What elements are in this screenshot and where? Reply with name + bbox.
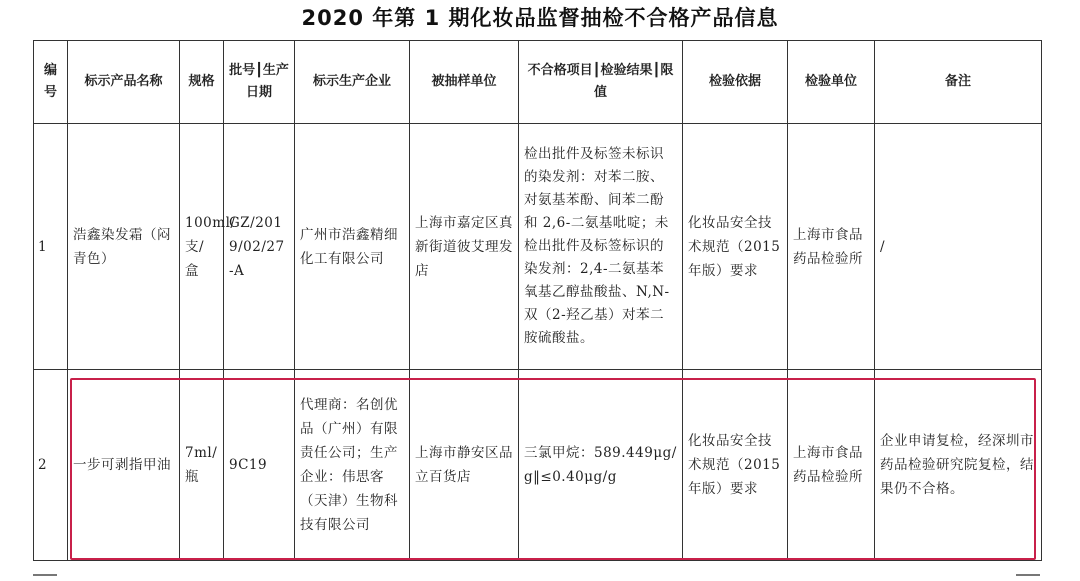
cell-sampled-unit: 上海市静安区品立百货店 — [410, 370, 519, 561]
footer-rule-left — [33, 574, 57, 576]
cell-lab: 上海市食品药品检验所 — [788, 124, 875, 370]
header-basis: 检验依据 — [683, 41, 788, 124]
cell-remark: / — [875, 124, 1042, 370]
table-row — [34, 124, 1042, 370]
header-batch: 批号┃生产日期 — [224, 41, 295, 124]
cell-spec: 7ml/瓶 — [180, 370, 224, 561]
header-product-name: 标示产品名称 — [68, 41, 180, 124]
cell-basis: 化妆品安全技术规范（2015 年版）要求 — [683, 124, 788, 370]
header-sampled-unit: 被抽样单位 — [410, 41, 519, 124]
header-spec: 规格 — [180, 41, 224, 124]
cell-product-name: 一步可剥指甲油 — [68, 370, 180, 561]
cell-manufacturer: 广州市浩鑫精细化工有限公司 — [295, 124, 410, 370]
footer-rule-right — [1016, 574, 1040, 576]
cell-batch: GZ/2019/02/27-A — [224, 124, 295, 370]
table-header-row — [34, 41, 1042, 124]
cell-batch: 9C19 — [224, 370, 295, 561]
cell-basis: 化妆品安全技术规范（2015 年版）要求 — [683, 370, 788, 561]
cell-manufacturer: 代理商：名创优品（广州）有限责任公司；生产企业：伟思客（天津）生物科技有限公司 — [295, 370, 410, 561]
header-remark: 备注 — [875, 41, 1042, 124]
header-lab: 检验单位 — [788, 41, 875, 124]
cell-no: 2 — [34, 370, 68, 561]
inspection-table — [33, 40, 1042, 561]
cell-failed-item: 检出批件及标签未标识的染发剂：对苯二胺、对氨基苯酚、间苯二酚和 2,6-二氨基吡啶；未检出批件及标签标识的染发剂：2,4-二氨基苯氧基乙醇盐酸盐、N,N-双（2-羟乙基）对苯二胺硫酸盐。 — [519, 124, 683, 370]
header-no: 编号 — [34, 41, 68, 124]
cell-product-name: 浩鑫染发霜（闷青色） — [68, 124, 180, 370]
cell-no: 1 — [34, 124, 68, 370]
table-row — [34, 370, 1042, 561]
page-title: 2020 年第 1 期化妆品监督抽检不合格产品信息 — [301, 6, 779, 30]
header-manufacturer: 标示生产企业 — [295, 41, 410, 124]
header-failed-item: 不合格项目┃检验结果┃限值 — [519, 41, 683, 124]
cell-remark: 企业申请复检，经深圳市药品检验研究院复检，结果仍不合格。 — [875, 370, 1042, 561]
cell-sampled-unit: 上海市嘉定区真新街道彼艾理发店 — [410, 124, 519, 370]
cell-lab: 上海市食品药品检验所 — [788, 370, 875, 561]
cell-failed-item: 三氯甲烷：589.449μg/g‖≤0.40μg/g — [519, 370, 683, 561]
cell-spec: 100ml/支/盒 — [180, 124, 224, 370]
